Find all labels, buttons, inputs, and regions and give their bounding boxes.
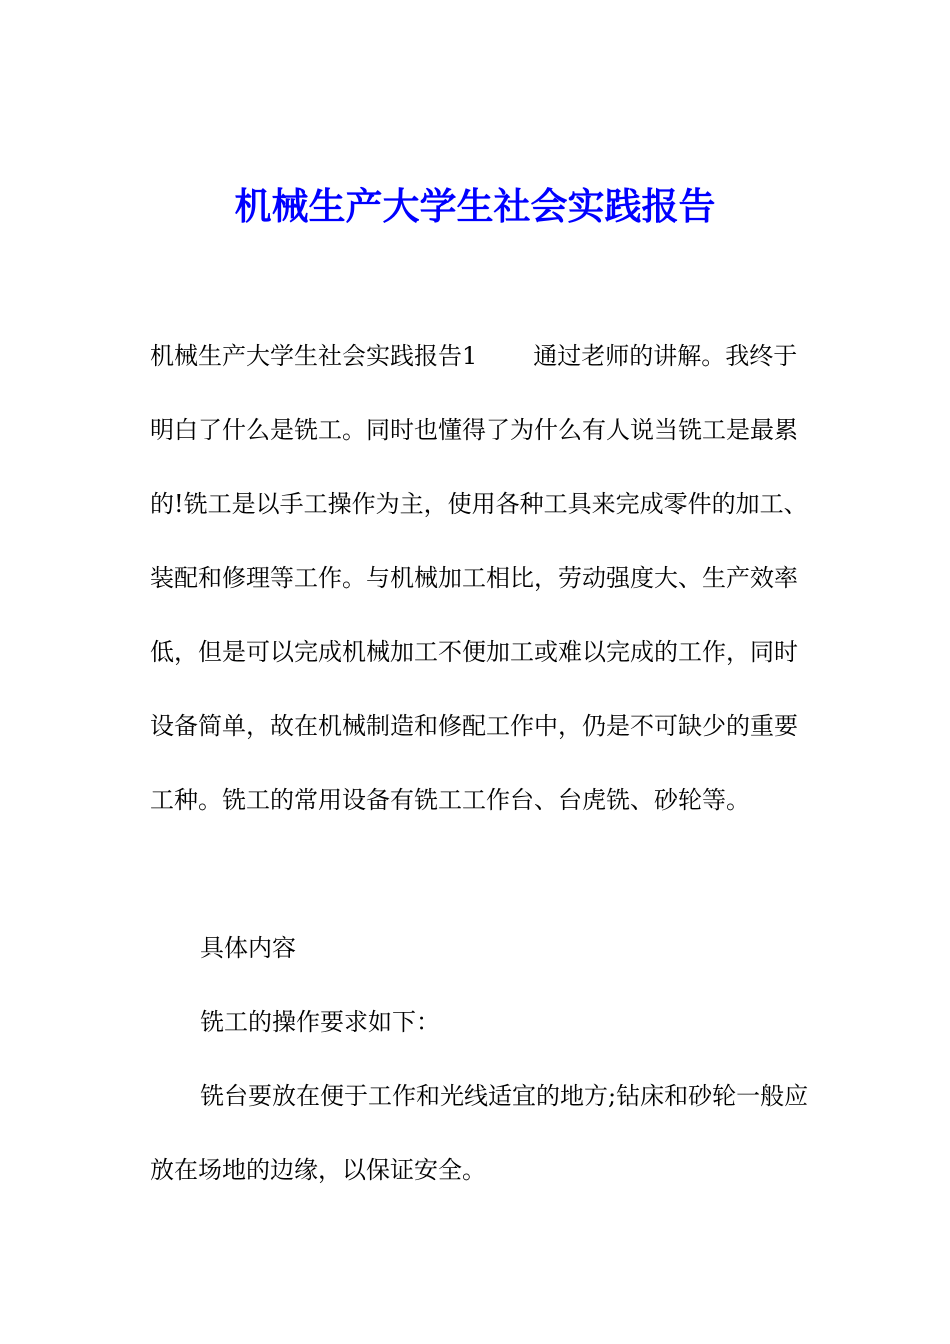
paragraph-intro-body: 通过老师的讲解。我终于明白了什么是铣工。同时也懂得了为什么有人说当铣工是最累的!铣工是以手工操作为主，使用各种工具来完成零件的加工、装配和修理等工作。与机械加工相比，劳动强度大、生产效率低，但是可以完成机械加工不便加工或难以完成的工作，同时设备简单，故在机械制造和修配工作中，仍是不可缺少的重要工种。铣工的常用设备有铣工工作台、台虎铣、砂轮等。 <box>150 342 808 814</box>
paragraph-placement: 铣台要放在便于工作和光线适宜的地方;钻床和砂轮一般应放在场地的边缘，以保证安全。 <box>150 1082 809 1184</box>
paragraph-intro <box>150 319 810 837</box>
page-title: 机械生产大学生社会实践报告 <box>234 184 716 228</box>
report-lead: 机械生产大学生社会实践报告1 <box>150 342 478 370</box>
section-heading-content: 具体内容 <box>200 934 296 962</box>
paragraph-requirements: 铣工的操作要求如下： <box>200 1008 440 1036</box>
